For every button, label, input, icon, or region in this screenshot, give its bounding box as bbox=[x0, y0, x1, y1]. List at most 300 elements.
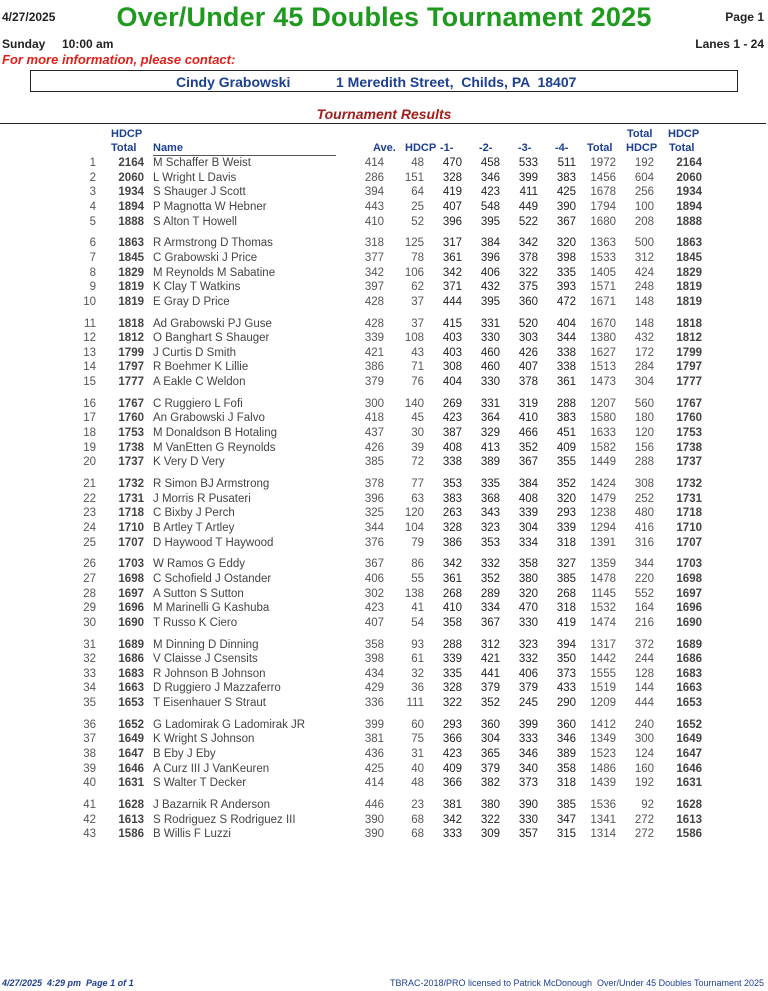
hdcp-total-final: 1818 bbox=[676, 317, 702, 330]
hdcp-total: 1777 bbox=[118, 376, 144, 389]
game-1: 381 bbox=[442, 799, 462, 811]
scratch-total: 1424 bbox=[590, 478, 616, 490]
handicap: 64 bbox=[411, 186, 424, 199]
total-handicap: 208 bbox=[634, 215, 654, 228]
col-game2: -2- bbox=[479, 142, 493, 154]
game-4: 433 bbox=[556, 682, 576, 695]
hdcp-total-final: 1731 bbox=[676, 492, 702, 505]
hdcp-total: 1934 bbox=[118, 186, 144, 199]
lanes-range: Lanes 1 - 24 bbox=[695, 37, 764, 51]
average: 399 bbox=[364, 718, 384, 731]
hdcp-total: 1696 bbox=[118, 602, 144, 615]
total-handicap: 92 bbox=[641, 799, 654, 811]
average: 414 bbox=[364, 157, 384, 169]
game-3: 470 bbox=[518, 602, 538, 615]
game-1: 335 bbox=[442, 667, 462, 680]
handicap: 104 bbox=[404, 521, 424, 534]
hdcp-total-final: 1647 bbox=[676, 748, 702, 761]
game-2: 379 bbox=[480, 682, 500, 695]
game-2: 395 bbox=[480, 215, 500, 228]
table-row bbox=[0, 215, 768, 230]
hdcp-total: 2164 bbox=[118, 157, 144, 169]
handicap: 111 bbox=[406, 697, 424, 710]
total-handicap: 480 bbox=[634, 507, 654, 520]
place: 10 bbox=[83, 295, 96, 308]
game-1: 322 bbox=[442, 697, 462, 710]
game-3: 342 bbox=[518, 237, 538, 250]
hdcp-total: 1737 bbox=[118, 456, 144, 469]
hdcp-total-final: 1652 bbox=[676, 718, 702, 731]
place: 33 bbox=[83, 667, 96, 680]
scratch-total: 1405 bbox=[590, 266, 616, 279]
hdcp-total: 2060 bbox=[118, 171, 144, 184]
place: 5 bbox=[89, 215, 96, 228]
table-row bbox=[0, 718, 768, 733]
hdcp-total: 1697 bbox=[118, 587, 144, 600]
scratch-total: 1794 bbox=[590, 200, 616, 213]
place: 20 bbox=[83, 456, 96, 469]
game-3: 346 bbox=[518, 748, 538, 761]
team-name: T Russo K Ciero bbox=[153, 616, 238, 629]
hdcp-total: 1767 bbox=[118, 397, 144, 410]
place: 3 bbox=[89, 186, 96, 199]
game-2: 460 bbox=[480, 361, 500, 374]
handicap: 61 bbox=[411, 653, 424, 666]
team-name: C Bixby J Perch bbox=[153, 507, 235, 520]
game-3: 322 bbox=[518, 266, 538, 279]
hdcp-total-final: 1631 bbox=[676, 777, 702, 790]
table-row bbox=[0, 696, 768, 711]
average: 390 bbox=[364, 828, 384, 841]
hdcp-total-final: 1777 bbox=[676, 376, 702, 389]
hdcp-total-final: 1710 bbox=[676, 521, 702, 534]
average: 418 bbox=[364, 412, 384, 425]
game-3: 399 bbox=[518, 171, 538, 184]
handicap: 71 bbox=[411, 361, 424, 374]
scratch-total: 1380 bbox=[590, 332, 616, 345]
team-name: W Ramos G Eddy bbox=[153, 558, 246, 571]
total-handicap: 500 bbox=[634, 237, 654, 250]
average: 436 bbox=[364, 748, 384, 761]
table-row bbox=[0, 346, 768, 361]
place: 19 bbox=[83, 441, 96, 454]
hdcp-total-final: 1718 bbox=[676, 507, 702, 520]
table-row bbox=[0, 827, 768, 842]
total-handicap: 604 bbox=[634, 171, 654, 184]
game-1: 423 bbox=[442, 412, 462, 425]
scratch-total: 1513 bbox=[590, 361, 616, 374]
team-name: M Marinelli G Kashuba bbox=[153, 602, 270, 615]
average: 376 bbox=[364, 536, 384, 549]
total-handicap: 284 bbox=[634, 361, 654, 374]
hdcp-total: 1797 bbox=[118, 361, 144, 374]
place: 17 bbox=[83, 412, 96, 425]
game-2: 421 bbox=[480, 653, 500, 666]
team-name: A Curz III J VanKeuren bbox=[153, 762, 270, 775]
hdcp-total: 1718 bbox=[118, 507, 144, 520]
handicap: 140 bbox=[404, 397, 424, 410]
game-1: 419 bbox=[442, 186, 462, 199]
game-4: 320 bbox=[556, 237, 576, 250]
game-1: 410 bbox=[442, 602, 462, 615]
page-number: Page 1 bbox=[725, 10, 764, 24]
team-name: J Morris R Pusateri bbox=[153, 492, 251, 505]
average: 386 bbox=[364, 361, 384, 374]
game-2: 389 bbox=[480, 456, 500, 469]
table-row bbox=[0, 280, 768, 295]
scratch-total: 1314 bbox=[590, 828, 616, 841]
hdcp-total: 1863 bbox=[118, 237, 144, 250]
scratch-total: 1536 bbox=[590, 799, 616, 811]
game-3: 411 bbox=[519, 186, 538, 199]
place: 24 bbox=[83, 521, 96, 534]
scratch-total: 1207 bbox=[590, 397, 616, 410]
game-2: 323 bbox=[480, 521, 500, 534]
game-2: 352 bbox=[480, 572, 500, 585]
game-2: 330 bbox=[480, 376, 500, 389]
hdcp-total: 1829 bbox=[118, 266, 144, 279]
hdcp-total: 1707 bbox=[118, 536, 144, 549]
col-total: Total bbox=[587, 142, 613, 154]
place: 21 bbox=[83, 478, 96, 490]
game-4: 288 bbox=[556, 397, 576, 410]
game-3: 320 bbox=[518, 587, 538, 600]
scratch-total: 1359 bbox=[590, 558, 616, 571]
average: 410 bbox=[364, 215, 384, 228]
hdcp-total-final: 1812 bbox=[676, 332, 702, 345]
team-name: K Very D Very bbox=[153, 456, 225, 469]
team-name: C Ruggiero L Fofi bbox=[153, 397, 243, 410]
game-4: 268 bbox=[556, 587, 576, 600]
col-total-hdcp-top: Total bbox=[627, 128, 653, 140]
game-1: 423 bbox=[442, 748, 462, 761]
game-2: 380 bbox=[480, 799, 500, 811]
total-handicap: 180 bbox=[634, 412, 654, 425]
hdcp-total: 1653 bbox=[118, 697, 144, 710]
game-4: 383 bbox=[556, 171, 576, 184]
game-2: 322 bbox=[480, 813, 500, 826]
game-4: 385 bbox=[556, 799, 576, 811]
game-2: 458 bbox=[480, 157, 500, 169]
total-handicap: 128 bbox=[634, 667, 654, 680]
game-4: 338 bbox=[556, 346, 576, 359]
average: 385 bbox=[364, 456, 384, 469]
hdcp-total-final: 1703 bbox=[676, 558, 702, 571]
table-row bbox=[0, 732, 768, 747]
table-row bbox=[0, 360, 768, 375]
place: 6 bbox=[89, 237, 96, 250]
game-1: 404 bbox=[442, 376, 462, 389]
game-4: 409 bbox=[556, 441, 576, 454]
team-name: S Shauger J Scott bbox=[153, 186, 246, 199]
game-1: 403 bbox=[442, 332, 462, 345]
game-3: 373 bbox=[518, 777, 538, 790]
game-3: 323 bbox=[518, 638, 538, 651]
average: 379 bbox=[364, 376, 384, 389]
team-name: M Schaffer B Weist bbox=[153, 157, 251, 169]
place: 1 bbox=[89, 157, 96, 169]
game-3: 378 bbox=[518, 376, 538, 389]
hdcp-total-final: 1829 bbox=[676, 266, 702, 279]
game-4: 360 bbox=[556, 718, 576, 731]
page-title: Over/Under 45 Doubles Tournament 2025 bbox=[116, 2, 652, 32]
game-2: 330 bbox=[480, 332, 500, 345]
scratch-total: 1349 bbox=[590, 733, 616, 746]
game-2: 360 bbox=[480, 718, 500, 731]
game-1: 288 bbox=[442, 638, 462, 651]
game-4: 344 bbox=[556, 332, 576, 345]
scratch-total: 1391 bbox=[590, 536, 616, 549]
average: 377 bbox=[364, 251, 384, 264]
average: 302 bbox=[364, 587, 384, 600]
game-3: 303 bbox=[518, 332, 538, 345]
game-1: 361 bbox=[442, 572, 462, 585]
game-3: 399 bbox=[518, 718, 538, 731]
total-handicap: 444 bbox=[634, 697, 654, 710]
team-name: V Claisse J Csensits bbox=[153, 653, 258, 666]
scratch-total: 1449 bbox=[590, 456, 616, 469]
total-handicap: 288 bbox=[634, 456, 654, 469]
game-3: 330 bbox=[518, 616, 538, 629]
total-handicap: 164 bbox=[634, 602, 654, 615]
game-1: 470 bbox=[442, 157, 462, 169]
total-handicap: 100 bbox=[634, 200, 654, 213]
game-1: 358 bbox=[442, 616, 462, 629]
average: 325 bbox=[364, 507, 384, 520]
hdcp-total: 1631 bbox=[118, 777, 144, 790]
hdcp-total-final: 1613 bbox=[676, 813, 702, 826]
hdcp-total: 1646 bbox=[118, 762, 144, 775]
game-3: 358 bbox=[518, 558, 538, 571]
team-name: R Johnson B Johnson bbox=[153, 667, 266, 680]
team-name: L Wright L Davis bbox=[153, 171, 237, 184]
scratch-total: 1479 bbox=[590, 492, 616, 505]
results-title: Tournament Results bbox=[316, 106, 452, 122]
game-1: 366 bbox=[442, 777, 462, 790]
average: 390 bbox=[364, 813, 384, 826]
hdcp-total-final: 1697 bbox=[676, 587, 702, 600]
game-1: 342 bbox=[442, 558, 462, 571]
total-handicap: 416 bbox=[634, 521, 654, 534]
total-handicap: 144 bbox=[634, 682, 654, 695]
handicap: 40 bbox=[411, 762, 424, 775]
hdcp-total-final: 1646 bbox=[676, 762, 702, 775]
table-row bbox=[0, 375, 768, 390]
game-3: 245 bbox=[518, 697, 538, 710]
average: 381 bbox=[364, 733, 384, 746]
game-3: 522 bbox=[518, 215, 538, 228]
average: 446 bbox=[364, 799, 384, 811]
hdcp-total-final: 1863 bbox=[676, 237, 702, 250]
game-2: 423 bbox=[480, 186, 500, 199]
game-1: 328 bbox=[442, 521, 462, 534]
team-name: C Grabowski J Price bbox=[153, 251, 258, 264]
scratch-total: 1456 bbox=[590, 171, 616, 184]
place: 7 bbox=[89, 251, 96, 264]
game-1: 387 bbox=[442, 427, 462, 440]
handicap: 30 bbox=[411, 427, 424, 440]
team-name: A Eakle C Weldon bbox=[153, 376, 246, 389]
hdcp-total-final: 1934 bbox=[676, 186, 702, 199]
scratch-total: 1671 bbox=[590, 295, 616, 308]
total-handicap: 344 bbox=[634, 558, 654, 571]
average: 423 bbox=[364, 602, 384, 615]
hdcp-total: 1613 bbox=[118, 813, 144, 826]
team-name: S Alton T Howell bbox=[153, 215, 237, 228]
game-4: 318 bbox=[556, 602, 576, 615]
handicap: 39 bbox=[411, 441, 424, 454]
game-2: 309 bbox=[480, 828, 500, 841]
hdcp-total: 1732 bbox=[118, 478, 144, 490]
game-3: 406 bbox=[518, 667, 538, 680]
average: 344 bbox=[364, 521, 384, 534]
table-row bbox=[0, 185, 768, 200]
game-3: 367 bbox=[518, 456, 538, 469]
hdcp-total: 1652 bbox=[118, 718, 144, 731]
game-4: 346 bbox=[556, 733, 576, 746]
team-name: Ad Grabowski PJ Guse bbox=[153, 317, 272, 330]
game-1: 353 bbox=[442, 478, 462, 490]
game-2: 364 bbox=[480, 412, 500, 425]
place: 12 bbox=[83, 332, 96, 345]
total-handicap: 424 bbox=[634, 266, 654, 279]
table-row bbox=[0, 616, 768, 631]
hdcp-total: 1663 bbox=[118, 682, 144, 695]
game-3: 449 bbox=[518, 200, 538, 213]
hdcp-total: 1819 bbox=[118, 281, 144, 294]
team-name: R Boehmer K Lillie bbox=[153, 361, 249, 374]
report-date: 4/27/2025 bbox=[2, 10, 56, 24]
place: 38 bbox=[83, 748, 96, 761]
place: 25 bbox=[83, 536, 96, 549]
game-2: 331 bbox=[480, 317, 500, 330]
average: 443 bbox=[364, 200, 384, 213]
average: 406 bbox=[364, 572, 384, 585]
game-1: 396 bbox=[442, 215, 462, 228]
place: 31 bbox=[83, 638, 96, 651]
game-3: 466 bbox=[518, 427, 538, 440]
game-3: 407 bbox=[518, 361, 538, 374]
handicap: 43 bbox=[411, 346, 424, 359]
scratch-total: 1633 bbox=[590, 427, 616, 440]
total-handicap: 192 bbox=[634, 777, 654, 790]
place: 30 bbox=[83, 616, 96, 629]
place: 4 bbox=[89, 200, 96, 213]
table-row bbox=[0, 266, 768, 281]
average: 300 bbox=[364, 397, 384, 410]
scratch-total: 1486 bbox=[590, 762, 616, 775]
contact-box bbox=[30, 70, 738, 92]
hdcp-total-final: 1586 bbox=[676, 828, 702, 841]
game-3: 380 bbox=[518, 572, 538, 585]
table-row bbox=[0, 572, 768, 587]
place: 43 bbox=[83, 828, 96, 841]
handicap: 41 bbox=[411, 602, 424, 615]
average: 414 bbox=[364, 777, 384, 790]
hdcp-total: 1760 bbox=[118, 412, 144, 425]
game-4: 315 bbox=[556, 828, 576, 841]
total-handicap: 192 bbox=[634, 157, 654, 169]
handicap: 86 bbox=[411, 558, 424, 571]
game-4: 425 bbox=[556, 186, 576, 199]
game-3: 330 bbox=[518, 813, 538, 826]
average: 396 bbox=[364, 492, 384, 505]
game-3: 375 bbox=[518, 281, 538, 294]
game-2: 304 bbox=[480, 733, 500, 746]
game-2: 406 bbox=[480, 266, 500, 279]
place: 23 bbox=[83, 507, 96, 520]
scratch-total: 1582 bbox=[590, 441, 616, 454]
game-2: 413 bbox=[480, 441, 500, 454]
hdcp-total: 1649 bbox=[118, 733, 144, 746]
total-handicap: 216 bbox=[634, 616, 654, 629]
col-ave: Ave. bbox=[373, 142, 396, 154]
game-3: 333 bbox=[518, 733, 538, 746]
day-time: Sunday 10:00 am bbox=[2, 37, 114, 51]
game-1: 308 bbox=[442, 361, 462, 374]
scratch-total: 1580 bbox=[590, 412, 616, 425]
place: 8 bbox=[89, 266, 96, 279]
scratch-total: 1412 bbox=[590, 718, 616, 731]
place: 40 bbox=[83, 777, 96, 790]
handicap: 54 bbox=[411, 616, 424, 629]
handicap: 93 bbox=[411, 638, 424, 651]
scratch-total: 1209 bbox=[590, 697, 616, 710]
handicap: 68 bbox=[411, 828, 424, 841]
team-name: C Schofield J Ostander bbox=[153, 572, 272, 585]
place: 14 bbox=[83, 361, 96, 374]
game-4: 393 bbox=[556, 281, 576, 294]
handicap: 106 bbox=[404, 266, 424, 279]
place: 28 bbox=[83, 587, 96, 600]
game-3: 352 bbox=[518, 441, 538, 454]
table-row bbox=[0, 762, 768, 777]
hdcp-total: 1799 bbox=[118, 346, 144, 359]
total-handicap: 272 bbox=[634, 813, 654, 826]
game-1: 328 bbox=[442, 682, 462, 695]
total-handicap: 172 bbox=[634, 346, 654, 359]
col-hdcp-total-bottom: Total bbox=[111, 142, 137, 154]
game-2: 367 bbox=[480, 616, 500, 629]
hdcp-total-final: 1649 bbox=[676, 733, 702, 746]
game-1: 342 bbox=[442, 266, 462, 279]
game-4: 389 bbox=[556, 748, 576, 761]
game-2: 335 bbox=[480, 478, 500, 490]
game-3: 384 bbox=[518, 478, 538, 490]
handicap: 108 bbox=[404, 332, 424, 345]
game-3: 334 bbox=[518, 536, 538, 549]
table-row bbox=[0, 601, 768, 616]
team-name: M Reynolds M Sabatine bbox=[153, 266, 276, 279]
game-2: 289 bbox=[480, 587, 500, 600]
handicap: 76 bbox=[411, 376, 424, 389]
scratch-total: 1972 bbox=[590, 157, 616, 169]
scratch-total: 1474 bbox=[590, 616, 616, 629]
game-4: 290 bbox=[556, 697, 576, 710]
average: 358 bbox=[364, 638, 384, 651]
scratch-total: 1238 bbox=[590, 507, 616, 520]
game-1: 263 bbox=[442, 507, 462, 520]
hdcp-total-final: 1894 bbox=[676, 200, 702, 213]
average: 437 bbox=[364, 427, 384, 440]
scratch-total: 1442 bbox=[590, 653, 616, 666]
game-4: 419 bbox=[556, 616, 576, 629]
handicap: 138 bbox=[404, 587, 424, 600]
total-handicap: 220 bbox=[634, 572, 654, 585]
table-row bbox=[0, 236, 768, 251]
game-2: 352 bbox=[480, 697, 500, 710]
game-2: 384 bbox=[480, 237, 500, 250]
